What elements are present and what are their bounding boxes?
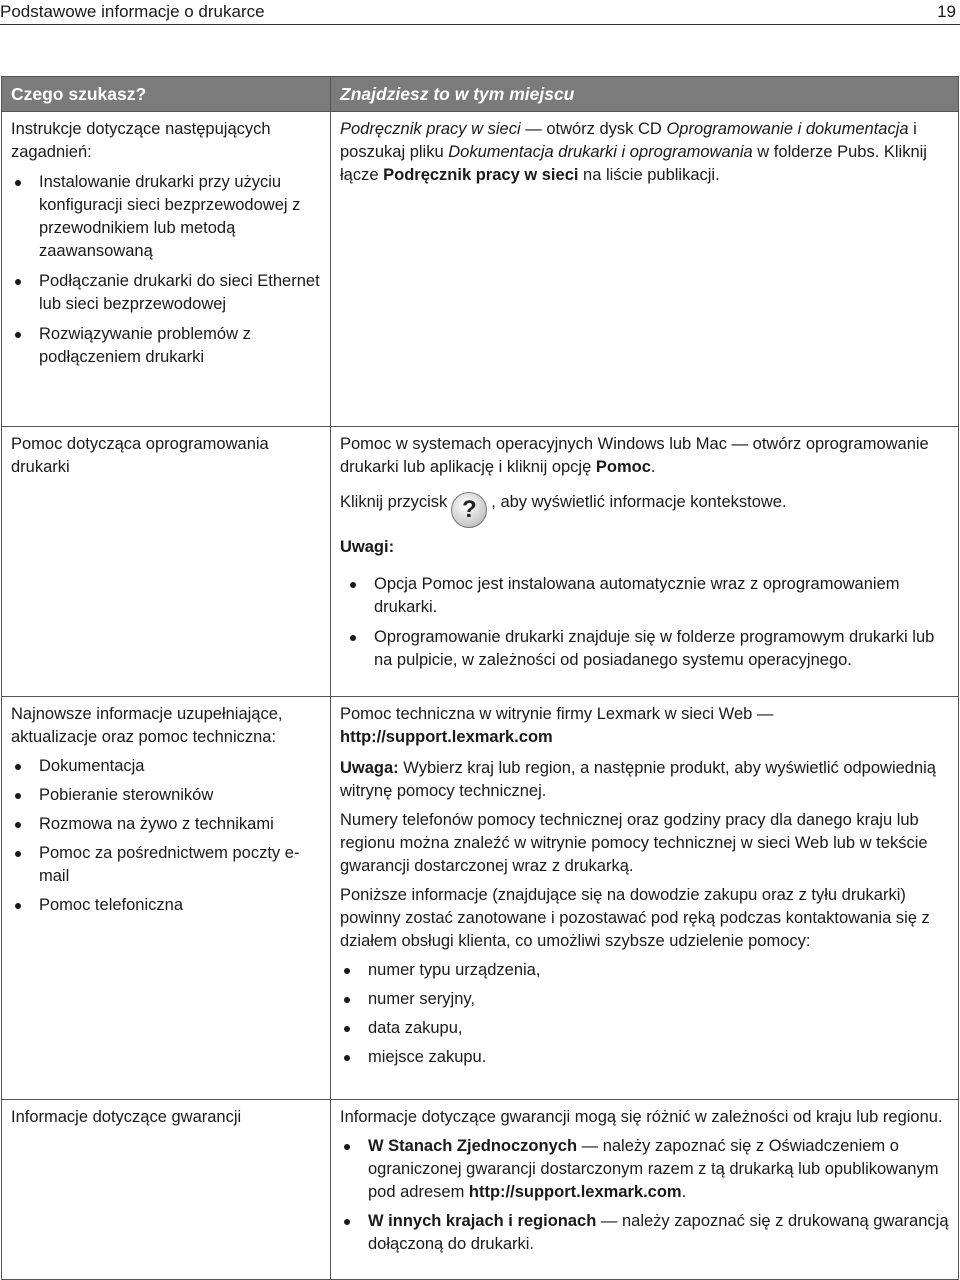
row3-right (331, 697, 959, 1100)
page-number: 19 (937, 2, 956, 21)
help-icon: ? (451, 492, 487, 528)
row3-right-list (340, 959, 950, 1069)
text-span: — należy zapoznać się z Oświadczeniem o ograniczonej gwarancji dostarczonym razem z tą drukarką lub opublikowanym pod adresem (368, 1137, 939, 1201)
us-label: W Stanach Zjednoczonych (368, 1137, 578, 1155)
list-item (340, 1135, 950, 1204)
warranty-url: http://support.lexmark.com (468, 1183, 682, 1201)
row4-right (331, 1100, 959, 1280)
row2-p1 (340, 433, 950, 479)
text-span: — należy zapoznać się z drukowaną gwarancją dołączoną do drukarki. (368, 1212, 949, 1253)
file-title: Dokumentacja drukarki i oprogramowania (448, 143, 753, 161)
other-regions-label: W innych krajach i regionach (368, 1212, 597, 1230)
row2-right (331, 427, 959, 697)
row4-p1: Informacje dotyczące gwarancji mogą się różnić w zależności od kraju lub regionu. (340, 1108, 943, 1126)
notes-label (340, 536, 950, 559)
text-span: , aby wyświetlić informacje kontekstowe. (491, 493, 787, 511)
table-row (2, 1100, 959, 1280)
notes-label-text: Uwagi: (340, 538, 395, 556)
list-item: Dokumentacja (11, 755, 322, 778)
text-span: Kliknij przycisk (340, 493, 448, 511)
list-item: Rozwiązywanie problemów z podłączeniem drukarki (11, 323, 322, 369)
text-span: — otwórz dysk CD (520, 120, 667, 138)
header-title: Podstawowe informacje o drukarce (0, 2, 265, 21)
row4-title: Informacje dotyczące gwarancji (11, 1108, 242, 1126)
support-url (340, 726, 950, 749)
row2-p2 (340, 491, 950, 528)
info-table (1, 76, 959, 1280)
support-url-text: http://support.lexmark.com (340, 728, 553, 746)
list-item: Rozmowa na żywo z technikami (11, 813, 322, 836)
col1-header: Czego szukasz? (2, 77, 331, 112)
text-span: na liście publikacji. (578, 166, 720, 184)
col2-header: Znajdziesz to w tym miejscu (331, 77, 959, 112)
row4-list (340, 1135, 950, 1256)
list-item: Oprogramowanie drukarki znajduje się w folderze programowym drukarki lub na pulpicie, w zależności od posiadanego systemu operacyjnego. (346, 626, 950, 672)
text-span: . (650, 458, 656, 476)
row1-intro: Instrukcje dotyczące następujących zagadnień: (11, 120, 271, 161)
row3-list (11, 755, 322, 917)
row1-left (2, 112, 331, 427)
list-item: numer typu urządzenia, (340, 959, 950, 982)
row3-p1: Pomoc techniczna w witrynie firmy Lexmark w sieci Web — (340, 705, 774, 723)
cd-title: Oprogramowanie i dokumentacja (666, 120, 909, 138)
row1-list (11, 171, 322, 369)
list-item: Opcja Pomoc jest instalowana automatycznie wraz z oprogramowaniem drukarki. (346, 573, 950, 619)
guide-link-label: Podręcznik pracy w sieci (383, 166, 579, 184)
table-row (2, 427, 959, 697)
table-row (2, 697, 959, 1100)
page-header (0, 0, 960, 25)
text-span: . (681, 1183, 687, 1201)
list-item: numer seryjny, (340, 988, 950, 1011)
list-item: data zakupu, (340, 1017, 950, 1040)
notes-list (346, 573, 950, 672)
text-span: w folderze Pubs. Kliknij łącze (340, 143, 927, 184)
list-item: Pomoc telefoniczna (11, 894, 322, 917)
row1-right (331, 112, 959, 427)
row3-p4: Poniższe informacje (znajdujące się na dowodzie zakupu oraz z tyłu drukarki) powinny zostać zanotowane i pozostawać pod ręką podczas kontaktowania się z działem obsługi klienta, co umożliwi szybsze udzielenie pomocy: (340, 886, 930, 950)
text-span: i poszukaj pliku (340, 120, 917, 161)
row2-title: Pomoc dotycząca oprogramowania drukarki (11, 435, 269, 476)
table-header-row (2, 77, 959, 112)
row3-p2 (340, 757, 950, 803)
table-row (2, 112, 959, 427)
guide-title: Podręcznik pracy w sieci (340, 120, 521, 138)
text-span: Wybierz kraj lub region, a następnie produkt, aby wyświetlić odpowiednią witrynę pomocy technicznej. (340, 759, 936, 800)
help-option-label: Pomoc (595, 458, 651, 476)
list-item: Instalowanie drukarki przy użyciu konfiguracji sieci bezprzewodowej z przewodnikiem lub metodą zaawansowaną (11, 171, 322, 263)
row2-left (2, 427, 331, 697)
text-span: Pomoc w systemach operacyjnych Windows lub Mac — otwórz oprogramowanie drukarki lub aplikację i kliknij opcję (340, 435, 929, 476)
row4-left (2, 1100, 331, 1280)
list-item: Podłączanie drukarki do sieci Ethernet lub sieci bezprzewodowej (11, 270, 322, 316)
list-item: Pobieranie sterowników (11, 784, 322, 807)
list-item: Pomoc za pośrednictwem poczty e-mail (11, 842, 322, 888)
row3-intro: Najnowsze informacje uzupełniające, aktualizacje oraz pomoc techniczna: (11, 705, 283, 746)
row3-p3: Numery telefonów pomocy technicznej oraz godziny pracy dla danego kraju lub regionu można znaleźć w witrynie pomocy technicznej w sieci Web lub w tekście gwarancji dostarczonej wraz z drukarką. (340, 811, 928, 875)
row3-left (2, 697, 331, 1100)
note-label: Uwaga: (340, 759, 399, 777)
list-item: miejsce zakupu. (340, 1046, 950, 1069)
list-item (340, 1210, 950, 1256)
row1-text (340, 118, 950, 187)
